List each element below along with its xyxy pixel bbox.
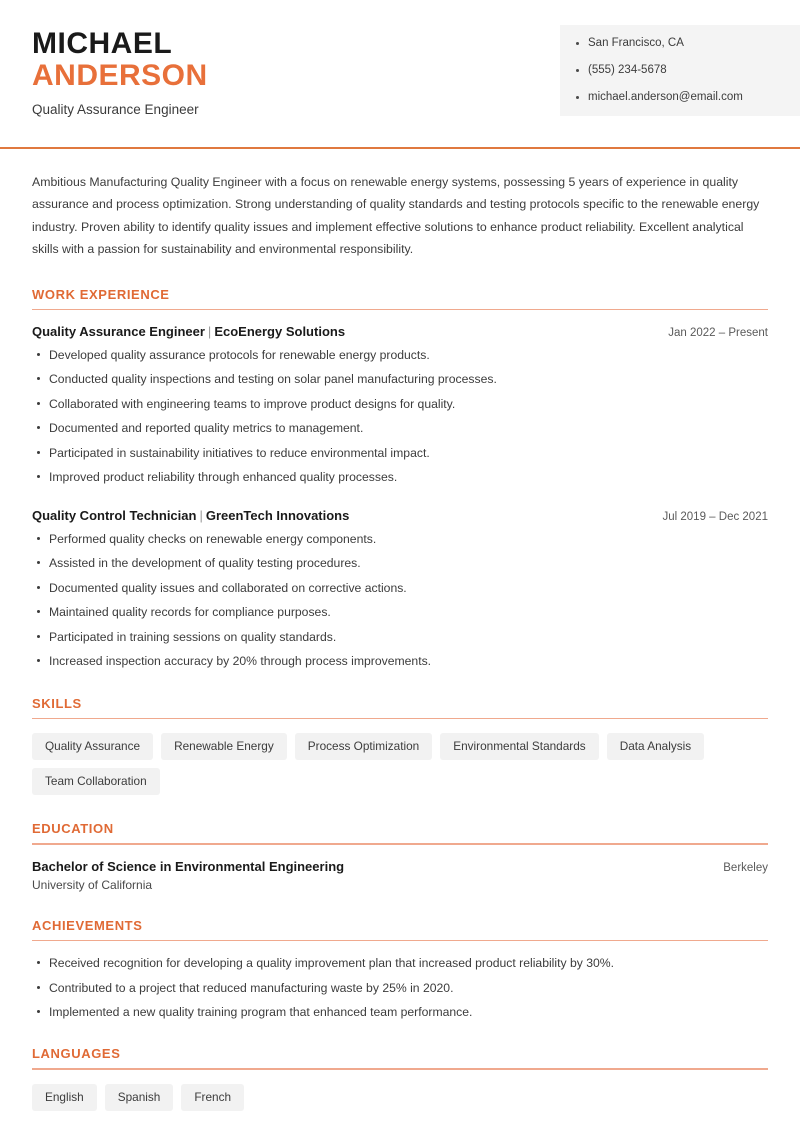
language-chip: French [181,1084,244,1111]
experience-company: EcoEnergy Solutions [214,324,346,339]
bullet-dot-icon [37,537,40,540]
bullet-dot-icon [576,96,579,99]
skills-chip-list [32,733,768,795]
bullet-text: Contributed to a project that reduced manufacturing waste by 25% in 2020. [49,980,454,995]
languages-chip-list [32,1084,768,1111]
experience-date: Jul 2019 – Dec 2021 [662,510,768,523]
language-chip: Spanish [105,1084,174,1111]
bullet-text: Implemented a new quality training program that enhanced team performance. [49,1005,473,1019]
section-title-work-experience: WORK EXPERIENCE [32,286,170,302]
list-item [32,396,768,412]
skill-chip: Quality Assurance [32,733,153,760]
bullet-dot-icon [37,961,40,964]
bullet-text: Received recognition for developing a quality improvement plan that increased product reliability by 30%. [49,956,615,971]
education-entry-header [32,859,768,874]
education-school: University of California [32,877,153,892]
bullet-text: Conducted quality inspections and testing on solar panel manufacturing processes. [49,372,497,387]
section-divider [32,718,768,720]
section-divider [32,843,768,845]
experience-title-line [32,324,345,339]
bullet-dot-icon [37,635,40,638]
header-divider [0,147,800,149]
bullet-text: Documented and reported quality metrics to management. [49,421,364,436]
bullet-text: Performed quality checks on renewable energy components. [49,531,377,546]
section-title-education: EDUCATION [32,821,114,837]
skill-chip: Data Analysis [607,733,704,760]
bullet-dot-icon [37,426,40,429]
list-item [32,580,768,596]
contact-box [560,25,800,116]
contact-item-email[interactable] [574,91,784,105]
education-entry [32,859,768,892]
contact-email-text: michael.anderson@email.com [588,90,743,103]
experience-title-line [32,508,349,523]
list-item [32,469,768,485]
bullet-text: Documented quality issues and collaborated on corrective actions. [49,580,407,595]
bullet-dot-icon [37,1010,40,1013]
education-degree: Bachelor of Science in Environmental Engineering [32,858,345,874]
bullet-text: Participated in sustainability initiatives to reduce environmental impact. [49,445,430,460]
bullet-text: Maintained quality records for compliance purposes. [49,605,331,620]
experience-entry-header [32,324,768,339]
skill-chip: Environmental Standards [440,733,598,760]
experience-role: Quality Control Technician [32,507,197,523]
bullet-dot-icon [37,451,40,454]
experience-entry-header [32,508,768,523]
bullet-dot-icon [37,986,40,989]
list-item [32,420,768,436]
name-first: MICHAEL [32,27,173,60]
section-title-languages: LANGUAGES [32,1046,121,1062]
section-title-achievements: ACHIEVEMENTS [32,917,143,933]
section-title-skills: SKILLS [32,695,82,711]
section-work-experience [32,287,768,670]
identity-block [32,25,208,117]
bullet-text: Assisted in the development of quality testing procedures. [49,556,361,571]
experience-date: Jan 2022 – Present [668,327,768,339]
section-divider [32,940,768,942]
experience-entry [32,324,768,486]
experience-role: Quality Assurance Engineer [32,324,205,339]
bullet-dot-icon [37,353,40,356]
list-item [32,955,768,971]
contact-phone-text: (555) 234-5678 [588,63,667,76]
experience-bullets [32,347,768,486]
bullet-dot-icon [37,586,40,589]
resume-header [0,0,800,125]
section-languages [32,1046,768,1110]
list-item [32,653,768,669]
bullet-text: Collaborated with engineering teams to improve product designs for quality. [49,396,456,411]
bullet-dot-icon [37,377,40,380]
bullet-dot-icon [576,69,579,72]
contact-location-text: San Francisco, CA [588,37,684,49]
section-education [32,821,768,892]
section-skills [32,696,768,795]
bullet-dot-icon [576,42,579,45]
skill-chip: Process Optimization [295,733,432,760]
language-chip: English [32,1084,97,1111]
experience-company: GreenTech Innovations [205,507,350,523]
education-location: Berkeley [723,861,768,874]
list-item [32,445,768,461]
experience-entry [32,508,768,670]
list-item [32,531,768,547]
achievements-bullets [32,955,768,1020]
bullet-text: Developed quality assurance protocols for renewable energy products. [49,348,430,362]
professional-summary: Ambitious Manufacturing Quality Engineer with a focus on renewable energy systems, possessing 5 years of experience in quality assurance and process optimization. Strong understanding of quality standards and testing protocols specific to the renewable energy industry. Proven ability to identify quality issues and implement effective solutions to enhance product reliability. Excellent analytical skills with a passion for sustainability and environmental responsibility. [32,175,760,257]
bullet-dot-icon [37,561,40,564]
title-separator: | [207,324,212,339]
skill-chip: Team Collaboration [32,768,160,795]
title-separator: | [199,507,203,523]
section-divider [32,309,768,311]
bullet-text: Increased inspection accuracy by 20% through process improvements. [49,654,432,669]
list-item [32,629,768,645]
bullet-dot-icon [37,610,40,613]
bullet-dot-icon [37,402,40,405]
list-item [32,555,768,571]
resume-content [0,171,800,1111]
candidate-job-title: Quality Assurance Engineer [32,101,199,117]
skill-chip: Renewable Energy [161,733,287,760]
experience-bullets [32,531,768,670]
name-last: ANDERSON [32,59,208,93]
list-item [32,604,768,620]
list-item [32,980,768,996]
candidate-name [32,28,208,93]
list-item [32,1004,768,1020]
contact-item-location [574,37,784,51]
bullet-text: Participated in training sessions on quality standards. [49,629,337,644]
list-item [32,347,768,363]
section-achievements [32,918,768,1021]
contact-list [574,37,784,104]
section-divider [32,1068,768,1070]
contact-item-phone[interactable] [574,64,784,78]
bullet-dot-icon [37,659,40,662]
bullet-dot-icon [37,475,40,478]
list-item [32,371,768,387]
bullet-text: Improved product reliability through enhanced quality processes. [49,470,398,485]
